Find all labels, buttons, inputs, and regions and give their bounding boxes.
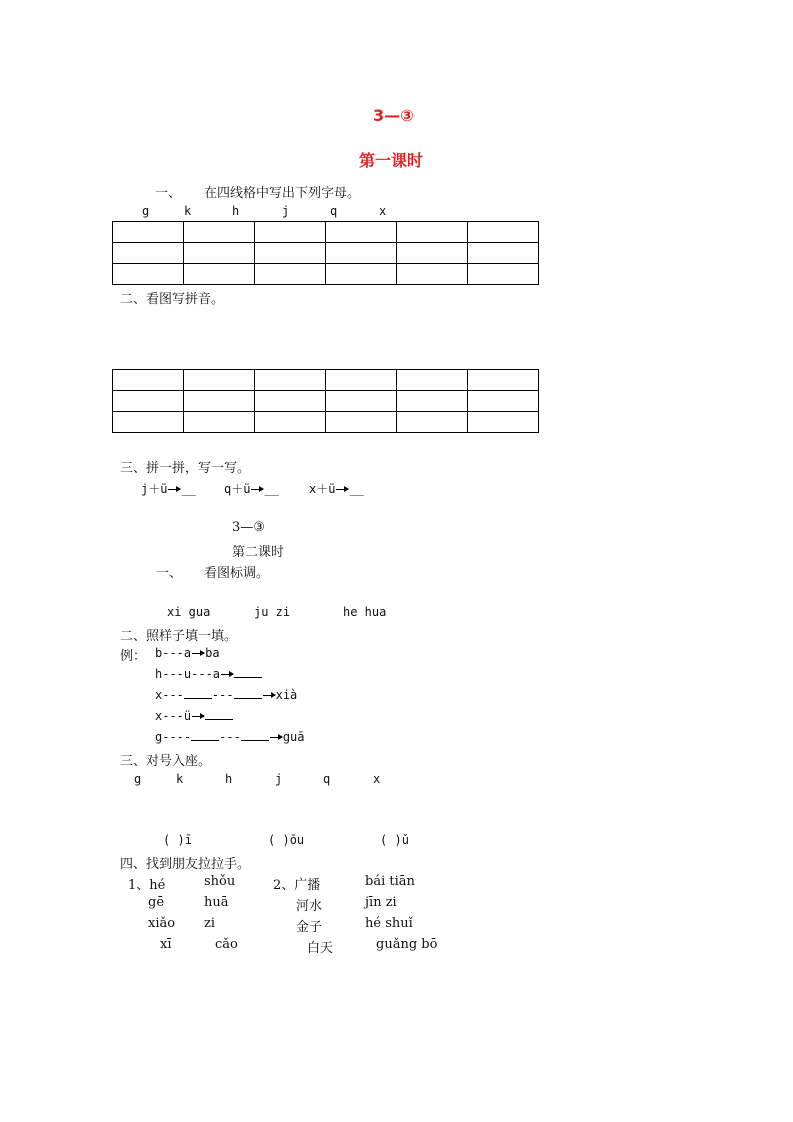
match-final: ōu: [289, 833, 305, 847]
lesson2-title: 3—③: [232, 520, 265, 535]
match-letter-k: k: [176, 772, 184, 786]
l2-q4-instruction: 四、找到朋友拉拉手。: [120, 857, 251, 872]
word-xigua: xi gua: [167, 605, 211, 619]
match-letter-j: j: [275, 772, 283, 786]
pair-cell[interactable]: 白天: [307, 941, 334, 956]
answer-blank[interactable]: [205, 709, 233, 720]
l2-q3-instruction: 三、对号入座。: [120, 754, 212, 769]
pair-cell[interactable]: hé shuǐ: [365, 916, 413, 931]
pair-cell[interactable]: 金子: [296, 920, 323, 935]
spell-expr: j＋ü: [141, 482, 168, 496]
spell-item-3: [309, 480, 364, 497]
answer-blank[interactable]: [241, 730, 269, 741]
answer-blank[interactable]: [184, 688, 212, 699]
letter-q: q: [330, 204, 338, 218]
arrow-icon: [270, 737, 282, 738]
spell-blank[interactable]: __: [349, 482, 364, 496]
pair-cell[interactable]: guǎng bō: [376, 937, 438, 952]
page-title: 3—③: [373, 106, 414, 125]
pair-cell[interactable]: gē: [148, 895, 165, 910]
spell-expr: q＋ü: [224, 482, 251, 496]
match-letter-g: g: [134, 772, 142, 786]
l2-q1-instruction: 看图标调。: [204, 566, 270, 581]
fill-row-2: [155, 667, 262, 681]
spell-expr: x＋ü: [309, 482, 336, 496]
match-final: ǔ: [401, 833, 409, 847]
fill-left: h---u---a: [155, 667, 221, 681]
spell-item-2: [224, 480, 279, 497]
fill-row-4: [155, 709, 233, 723]
fill-row-1: [155, 646, 220, 660]
spell-blank[interactable]: __: [181, 482, 196, 496]
answer-blank[interactable]: [234, 688, 262, 699]
pair-cell[interactable]: jīn zi: [365, 895, 397, 910]
match-paren[interactable]: ( ): [268, 833, 290, 847]
pair-cell[interactable]: xī: [160, 937, 172, 952]
match-paren[interactable]: ( ): [163, 833, 185, 847]
arrow-icon: [251, 489, 263, 490]
pair-cell[interactable]: bái tiān: [365, 874, 415, 889]
answer-blank[interactable]: [191, 730, 219, 741]
lesson-title: 第一课时: [359, 151, 424, 170]
fill-result: guā: [282, 730, 305, 744]
pair-cell[interactable]: 1、hé: [128, 878, 166, 893]
pair-cell[interactable]: zi: [204, 916, 216, 931]
match-slot-3[interactable]: [380, 833, 409, 847]
letter-h: h: [232, 204, 240, 218]
lesson2-subtitle: 第二课时: [232, 545, 285, 560]
word-hehua: he hua: [343, 605, 387, 619]
match-letter-q: q: [323, 772, 331, 786]
pair-cell[interactable]: cǎo: [215, 937, 238, 952]
arrow-icon: [192, 716, 204, 717]
match-letter-x: x: [373, 772, 381, 786]
q3-instruction: 三、拼一拼，写一写。: [120, 461, 251, 476]
arrow-icon: [192, 653, 204, 654]
fill-row-3: [155, 688, 297, 702]
spell-blank[interactable]: __: [264, 482, 279, 496]
l2-q2-instruction: 二、照样子填一填。: [120, 629, 238, 644]
q2-instruction: 二、看图写拼音。: [120, 292, 225, 307]
answer-blank[interactable]: [234, 667, 262, 678]
writing-grid-2[interactable]: [112, 369, 539, 433]
q1-instruction: 在四线格中写出下列字母。: [204, 186, 361, 201]
pair-cell[interactable]: shǒu: [204, 874, 236, 889]
writing-grid-1[interactable]: [112, 221, 539, 285]
fill-left: g----: [155, 730, 192, 744]
fill-row-5: [155, 730, 305, 744]
l2-q1-number: 一、: [156, 566, 183, 581]
q1-number: 一、: [155, 186, 182, 201]
fill-mid: ---: [219, 730, 241, 744]
match-slot-2[interactable]: [268, 833, 304, 847]
arrow-icon: [221, 674, 233, 675]
pair-cell[interactable]: 2、广播: [273, 878, 321, 893]
fill-left: b---a: [155, 646, 192, 660]
letter-x: x: [379, 204, 387, 218]
letter-g: g: [142, 204, 150, 218]
fill-result: xià: [275, 688, 298, 702]
fill-left: x---ü: [155, 709, 192, 723]
pair-cell[interactable]: huā: [204, 895, 229, 910]
match-letter-h: h: [225, 772, 233, 786]
match-final: ī: [184, 833, 192, 847]
letter-k: k: [184, 204, 192, 218]
fill-mid: ---: [211, 688, 234, 702]
letter-j: j: [282, 204, 290, 218]
fill-result: ba: [205, 646, 220, 660]
arrow-icon: [336, 489, 348, 490]
pair-cell[interactable]: 河水: [296, 899, 323, 914]
word-juzi: ju zi: [254, 605, 291, 619]
spell-item-1: [141, 480, 196, 497]
fill-left: x---: [155, 688, 184, 702]
arrow-icon: [168, 489, 180, 490]
pair-cell[interactable]: xiǎo: [148, 916, 176, 931]
arrow-icon: [263, 695, 275, 696]
match-slot-1[interactable]: [163, 833, 192, 847]
example-label: 例：: [120, 649, 147, 664]
match-paren[interactable]: ( ): [380, 833, 402, 847]
